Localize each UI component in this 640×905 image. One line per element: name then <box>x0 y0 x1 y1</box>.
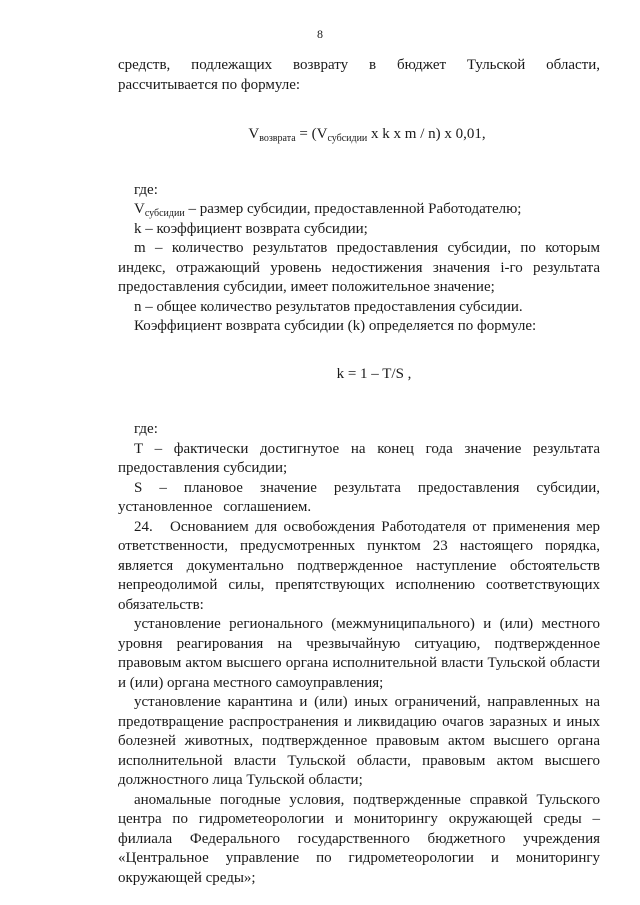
where-label-2: где: <box>134 421 158 437</box>
formula-refund <box>118 125 600 145</box>
intro-paragraph: средств, подлежащих возврату в бюджет Тульской области, рассчитывается по формуле: <box>118 57 600 93</box>
paragraph-weather: аномальные погодные условия, подтвержденные справкой Тульского центра по гидрометеорологии и мониторингу окружающей среды – филиала Федерального государственного бюджетного учреждения «Центральное управление по гидрометеорологии и мониторингу окружающей среды»; <box>118 791 600 886</box>
item-24-text: Основанием для освобождения Работодателя от применения мер ответственности, предусмотренных пунктом 23 настоящего порядка, является документально подтвержденное наступление обстоятельств непреодолимой силы, препятствующих исполнению соответствующих обязательств: <box>118 518 600 613</box>
definition-v-symbol: V <box>134 201 145 217</box>
coefficient-intro: Коэффициент возврата субсидии (k) определяется по формуле: <box>134 318 537 334</box>
paragraph-regional: установление регионального (межмуниципального) и (или) местного уровня реагирования на чрезвычайную ситуацию, подтвержденное правовым актом высшего органа исполнительной власти Тульской области и (или) органа местного самоуправления; <box>118 616 600 691</box>
definition-m: m – количество результатов предоставления субсидии, по которым индекс, отражающий уровень недостижения значения i-го результата предоставления субсидии, имеет положительное значение; <box>118 240 600 295</box>
formula-s-sub: субсидии <box>327 133 368 144</box>
where-label-1: где: <box>134 181 158 198</box>
formula-eq: = (V <box>295 126 328 142</box>
formula-rest: x k x m / n) x 0,01, <box>367 126 486 142</box>
item-24 <box>118 518 600 616</box>
definition-v-text: – размер субсидии, предоставленной Работодателю; <box>184 201 522 217</box>
definition-t: T – фактически достигнутое на конец года значение результата предоставления субсидии; <box>118 440 600 476</box>
page-number: 8 <box>317 27 323 41</box>
item-24-number: 24. <box>134 518 153 535</box>
formula-v-sub: возврата <box>259 133 296 144</box>
definition-v-sub: субсидии <box>144 208 185 219</box>
paragraph-quarantine: установление карантина и (или) иных ограничений, направленных на предотвращение распространения и ликвидацию очагов заразных и иных болезней животных, подтвержденное правовым актом высшего органа исполнительной власти Тульской области, правовым актом высшего должностного лица Тульской области; <box>118 694 600 788</box>
formula-coefficient: k = 1 – T/S , <box>336 365 412 382</box>
document-body <box>118 56 600 888</box>
definition-k: k – коэффициент возврата субсидии; <box>134 220 368 237</box>
formula-v: V <box>248 126 260 142</box>
definition-v <box>118 200 600 220</box>
definition-n: n – общее количество результатов предоставления субсидии. <box>134 298 523 315</box>
definition-s: S – плановое значение результата предоставления субсидии, установленное соглашением. <box>118 479 600 515</box>
